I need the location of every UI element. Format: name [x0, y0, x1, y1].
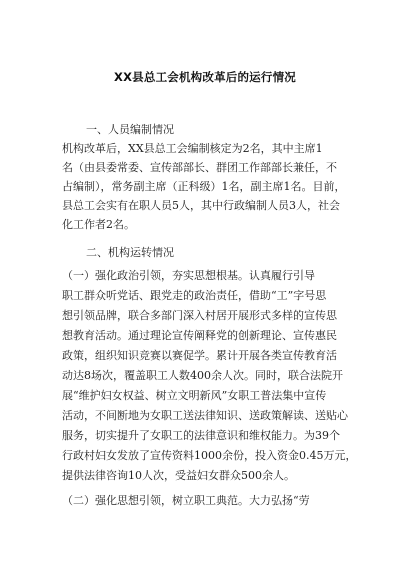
paragraph-line: 行政村妇女发放了宣传资料1000余份，投入资金0.45万元，	[62, 449, 357, 462]
paragraph-line: 占编制），常务副主席（正科级）1名，副主席1名。目前，	[62, 180, 346, 193]
paragraph-line: 化工作者2名。	[62, 218, 135, 231]
paragraph-line: （一）强化政治引领，夯实思想根基。认真履行引导	[62, 269, 315, 282]
paragraph-line: 县总工会实有在职人员5人，其中行政编制人员3人，社会	[62, 199, 340, 212]
paragraph-line: 动达8场次，覆盖职工人数400余人次。同时，联合法院开	[62, 369, 343, 382]
paragraph-line: 想教育活动。通过理论宣传阐释党的创新理论、宣传惠民	[62, 329, 337, 342]
paragraph-line: 活动，不间断地为女职工送法律知识、送政策解读、送贴心	[62, 409, 348, 422]
paragraph-line: 政策，组织知识竞赛以赛促学。累计开展各类宣传教育活	[62, 349, 337, 362]
paragraph-line: 职工群众听党话、跟党走的政治责任，借助“工”字号思	[62, 289, 327, 302]
section-heading-staffing: 一、人员编制情况	[86, 123, 174, 136]
paragraph-line: 服务，切实提升了女职工的法律意识和维权能力。为39个	[62, 429, 340, 442]
paragraph-line: 名（由县委常委、宣传部部长、群团工作部部长兼任，不	[62, 161, 337, 174]
paragraph-line: （二）强化思想引领，树立职工典范。大力弘扬“劳	[62, 494, 310, 507]
paragraph-line: 想引领品牌，联合多部门深入村居开展形式多样的宣传思	[62, 309, 337, 322]
paragraph-line: 提供法律咨询10人次，受益妇女群众500余人。	[62, 469, 295, 482]
paragraph-line: 机构改革后，XX县总工会编制核定为2名，其中主席1	[62, 142, 323, 155]
document-title: XX县总工会机构改革后的运行情况	[114, 70, 296, 84]
paragraph-line: 展“维护妇女权益、树立文明新风”女职工普法集中宣传	[62, 389, 327, 402]
section-heading-operations: 二、机构运转情况	[86, 246, 174, 259]
